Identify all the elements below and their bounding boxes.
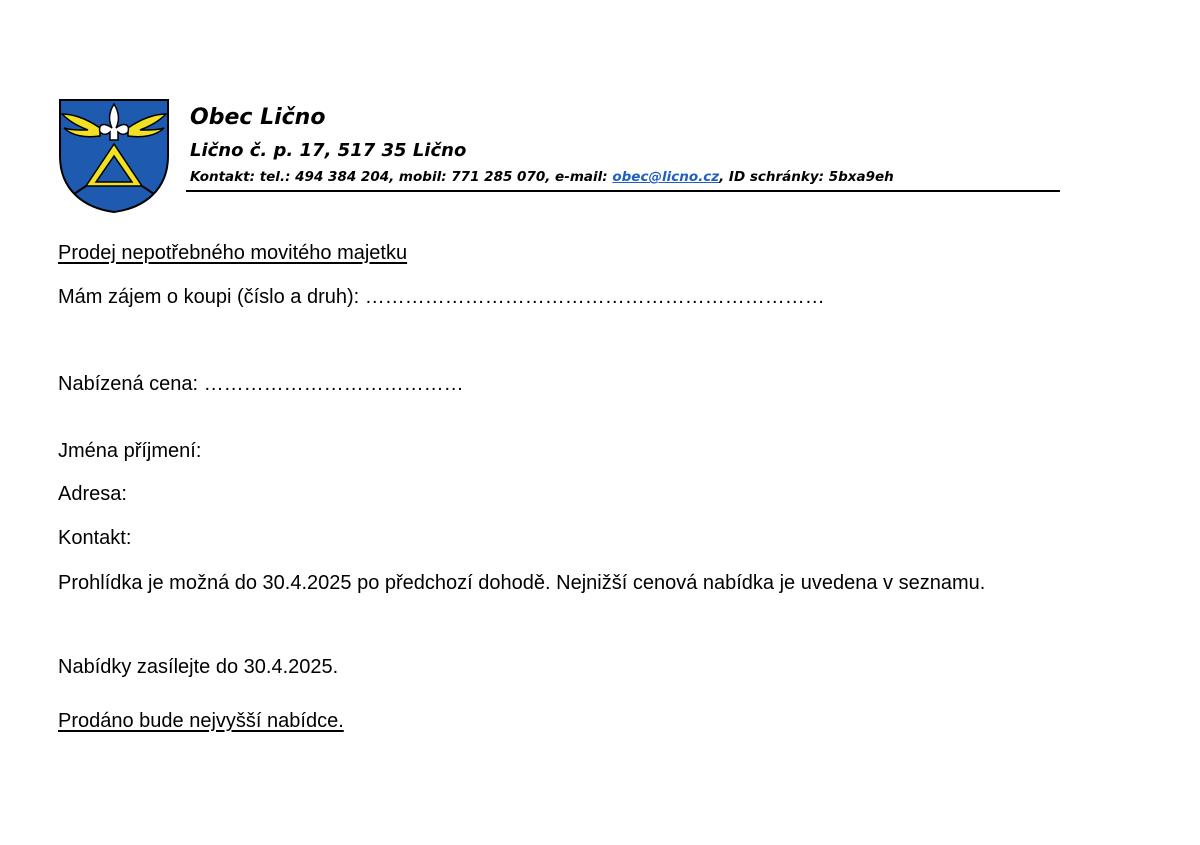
organization-contact bbox=[190, 166, 894, 188]
address-label: Adresa: bbox=[58, 483, 127, 505]
header-divider bbox=[186, 190, 1060, 192]
coat-of-arms-icon bbox=[56, 98, 172, 214]
contact-label: Kontakt: bbox=[58, 527, 132, 549]
names-label: Jména příjmení: bbox=[58, 440, 202, 462]
deadline-note: Nabídky zasílejte do 30.4.2025. bbox=[58, 656, 339, 678]
organization-name: Obec Lično bbox=[190, 105, 326, 130]
sale-note: Prodáno bude nejvyšší nabídce. bbox=[58, 710, 344, 732]
inspection-note: Prohlídka je možná do 30.4.2025 po předchozí dohodě. Nejnižší cenová nabídka je uvedena v seznamu. bbox=[58, 572, 986, 594]
interest-field: Mám zájem o koupi (číslo a druh): …………………………………………………………… bbox=[58, 286, 825, 308]
contact-prefix: Kontakt: tel.: 494 384 204, mobil: 771 285 070, e-mail: bbox=[190, 169, 613, 185]
price-field: Nabízená cena: ………………………………… bbox=[58, 373, 464, 395]
page-title: Prodej nepotřebného movitého majetku bbox=[58, 242, 408, 264]
organization-address: Lično č. p. 17, 517 35 Lično bbox=[190, 140, 467, 161]
contact-suffix: , ID schránky: 5bxa9eh bbox=[719, 169, 894, 185]
email-link[interactable]: obec@licno.cz bbox=[612, 169, 720, 185]
